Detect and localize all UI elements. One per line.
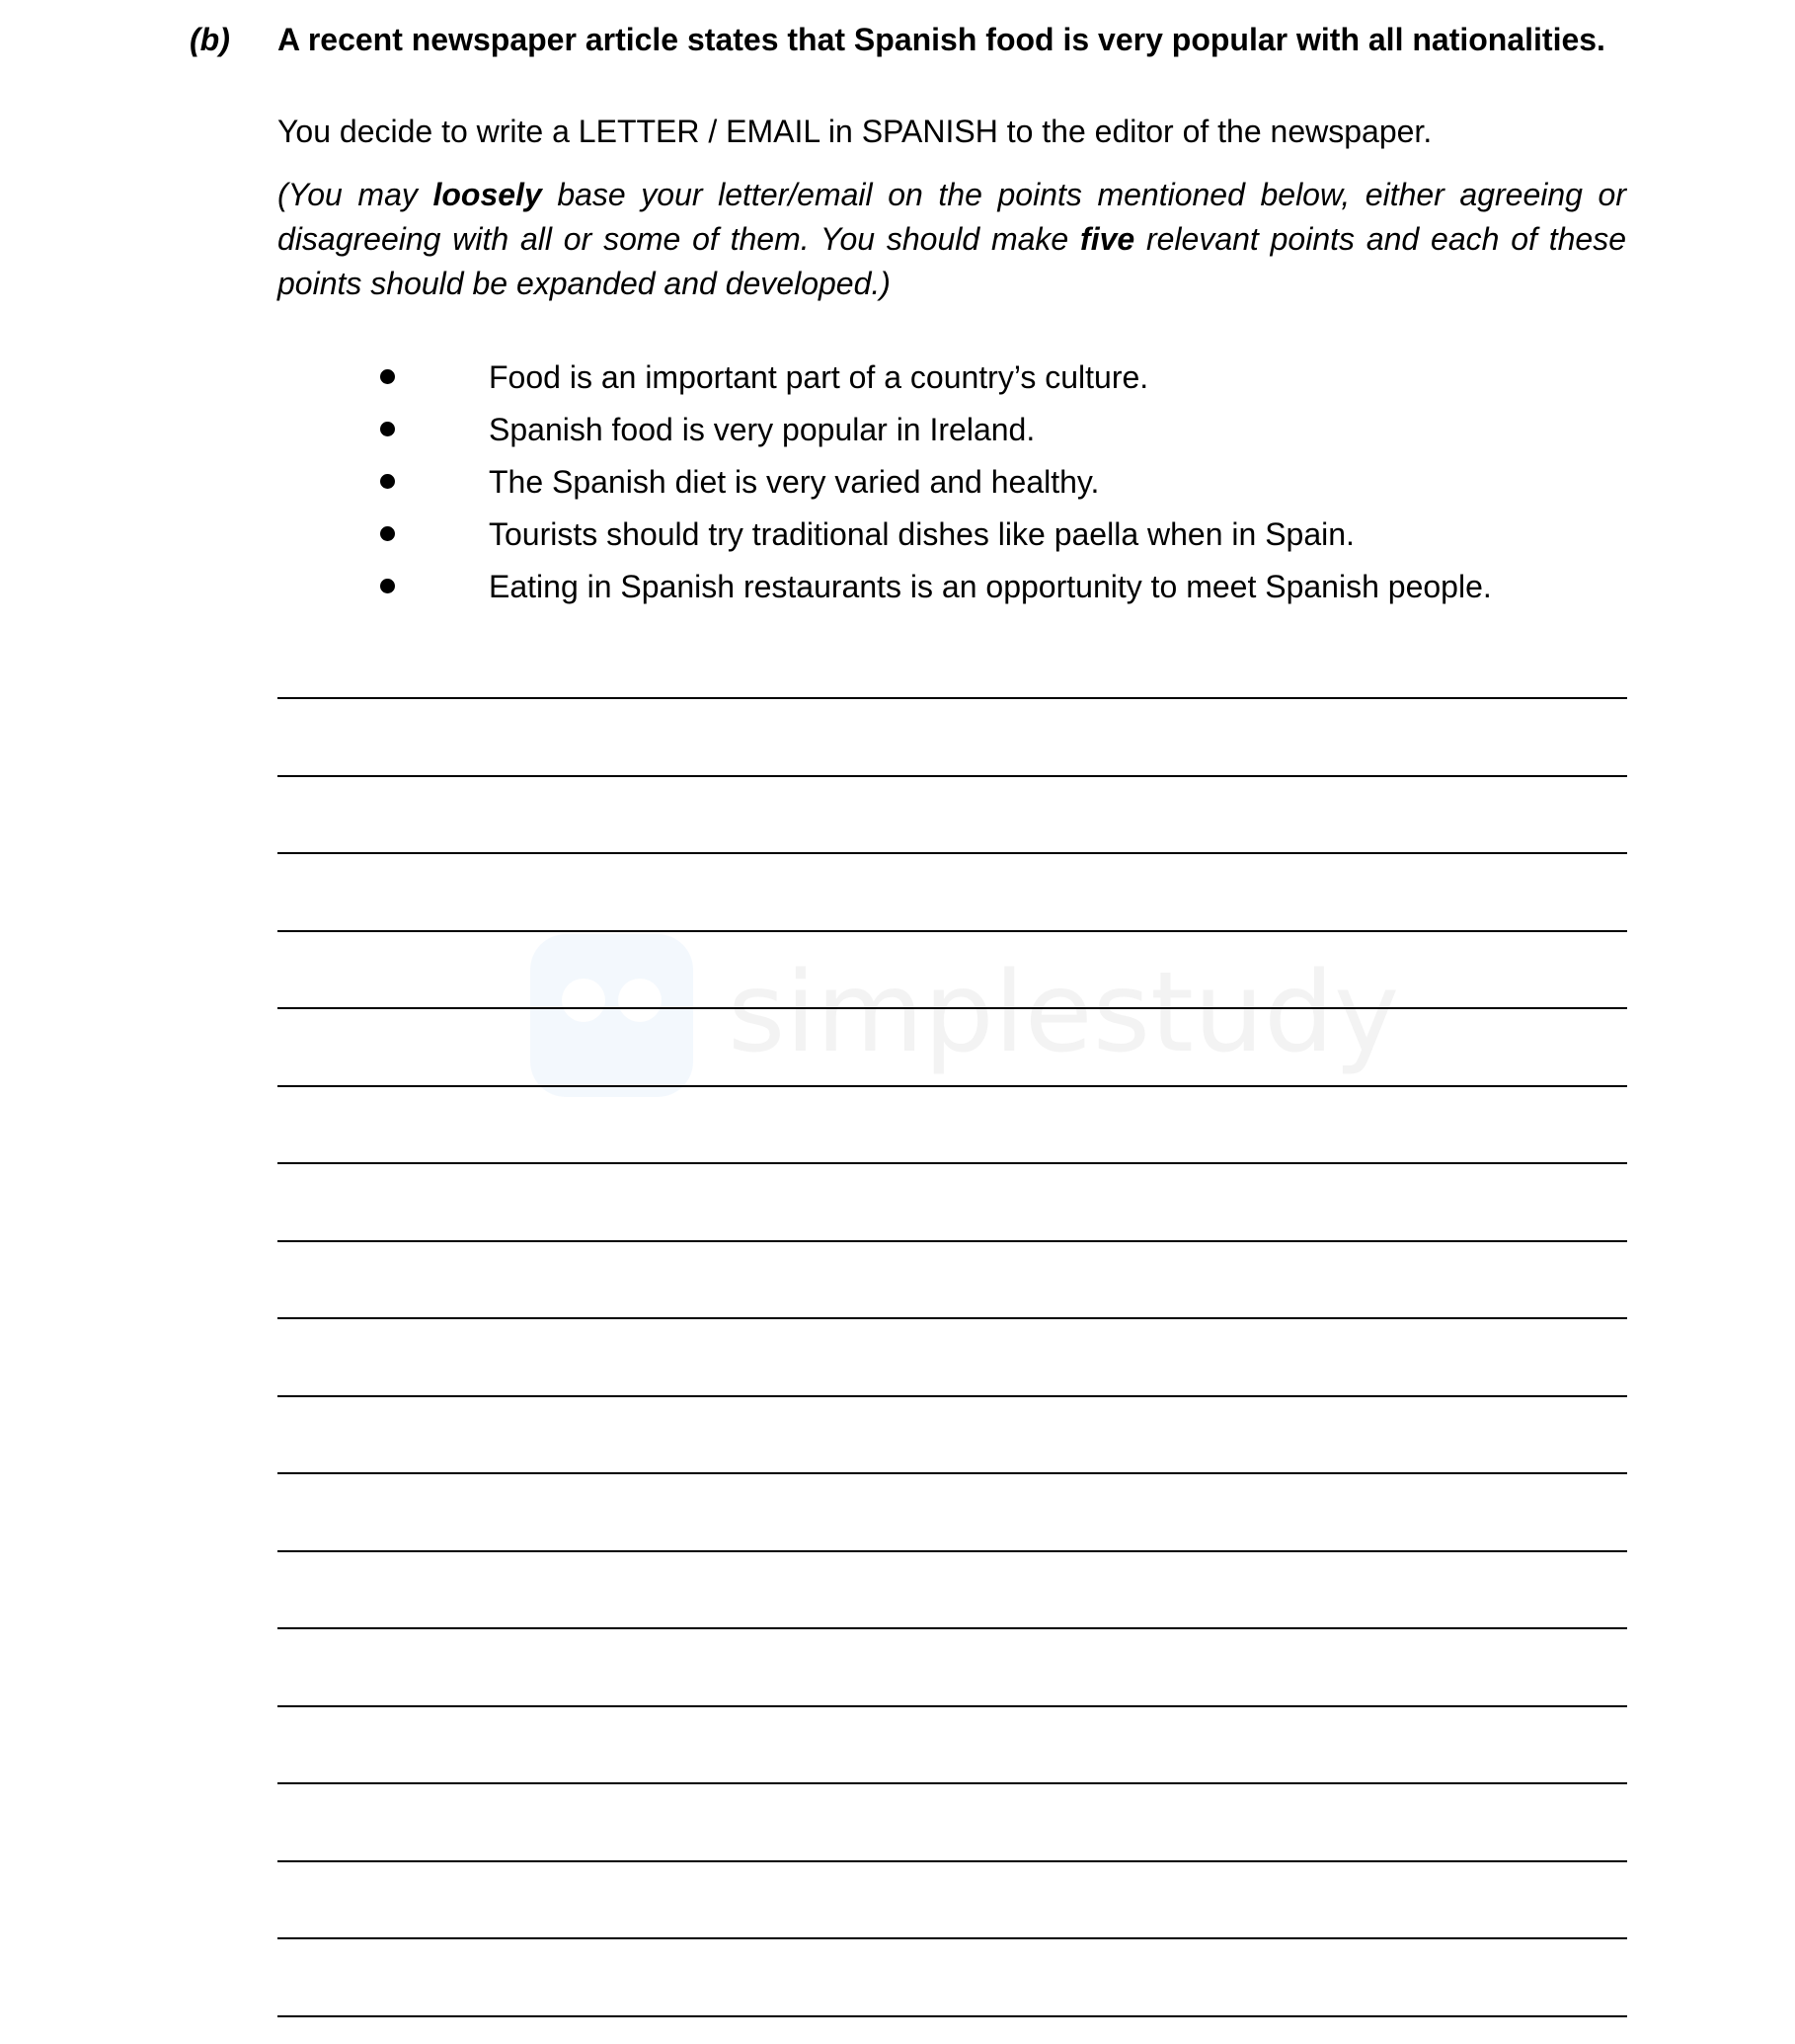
discussion-point-text: The Spanish diet is very varied and healthy. (489, 464, 1100, 500)
answer-line[interactable] (277, 1860, 1627, 1862)
answer-writing-area[interactable] (277, 0, 1627, 2044)
guidance-text: (You may (277, 177, 433, 212)
guidance-emphasis: five (1080, 221, 1135, 257)
answer-line[interactable] (277, 1782, 1627, 1784)
answer-line[interactable] (277, 1705, 1627, 1707)
answer-line[interactable] (277, 1395, 1627, 1397)
guidance-text: relevant points and each of these points should be expanded and developed.) (277, 221, 1627, 301)
answer-line[interactable] (277, 1550, 1627, 1552)
answer-line[interactable] (277, 1240, 1627, 1242)
answer-line[interactable] (277, 2015, 1627, 2017)
answer-line[interactable] (277, 1627, 1627, 1629)
answer-line[interactable] (277, 930, 1627, 932)
answer-line[interactable] (277, 1162, 1627, 1164)
watermark-text: simplestudy (728, 949, 1400, 1077)
guidance-text: base your letter/email on the points mentioned below, either agreeing or disagreeing with all or some of them. You should make (277, 177, 1627, 257)
answer-line[interactable] (277, 1007, 1627, 1009)
answer-line[interactable] (277, 1317, 1627, 1319)
answer-line[interactable] (277, 1472, 1627, 1474)
question-label: (b) (190, 22, 230, 57)
answer-line[interactable] (277, 697, 1627, 699)
guidance-emphasis: loosely (432, 177, 542, 212)
answer-line[interactable] (277, 1085, 1627, 1087)
question-heading: A recent newspaper article states that Spanish food is very popular with all nationalities. (277, 22, 1605, 57)
answer-line[interactable] (277, 775, 1627, 777)
task-instruction: You decide to write a LETTER / EMAIL in SPANISH to the editor of the newspaper. (277, 114, 1433, 149)
discussion-point-text: Tourists should try traditional dishes like paella when in Spain. (489, 516, 1355, 552)
answer-line[interactable] (277, 1937, 1627, 1939)
discussion-point-text: Eating in Spanish restaurants is an opportunity to meet Spanish people. (489, 569, 1492, 604)
discussion-point-text: Food is an important part of a country’s culture. (489, 359, 1149, 395)
discussion-point-text: Spanish food is very popular in Ireland. (489, 412, 1036, 447)
answer-line[interactable] (277, 852, 1627, 854)
